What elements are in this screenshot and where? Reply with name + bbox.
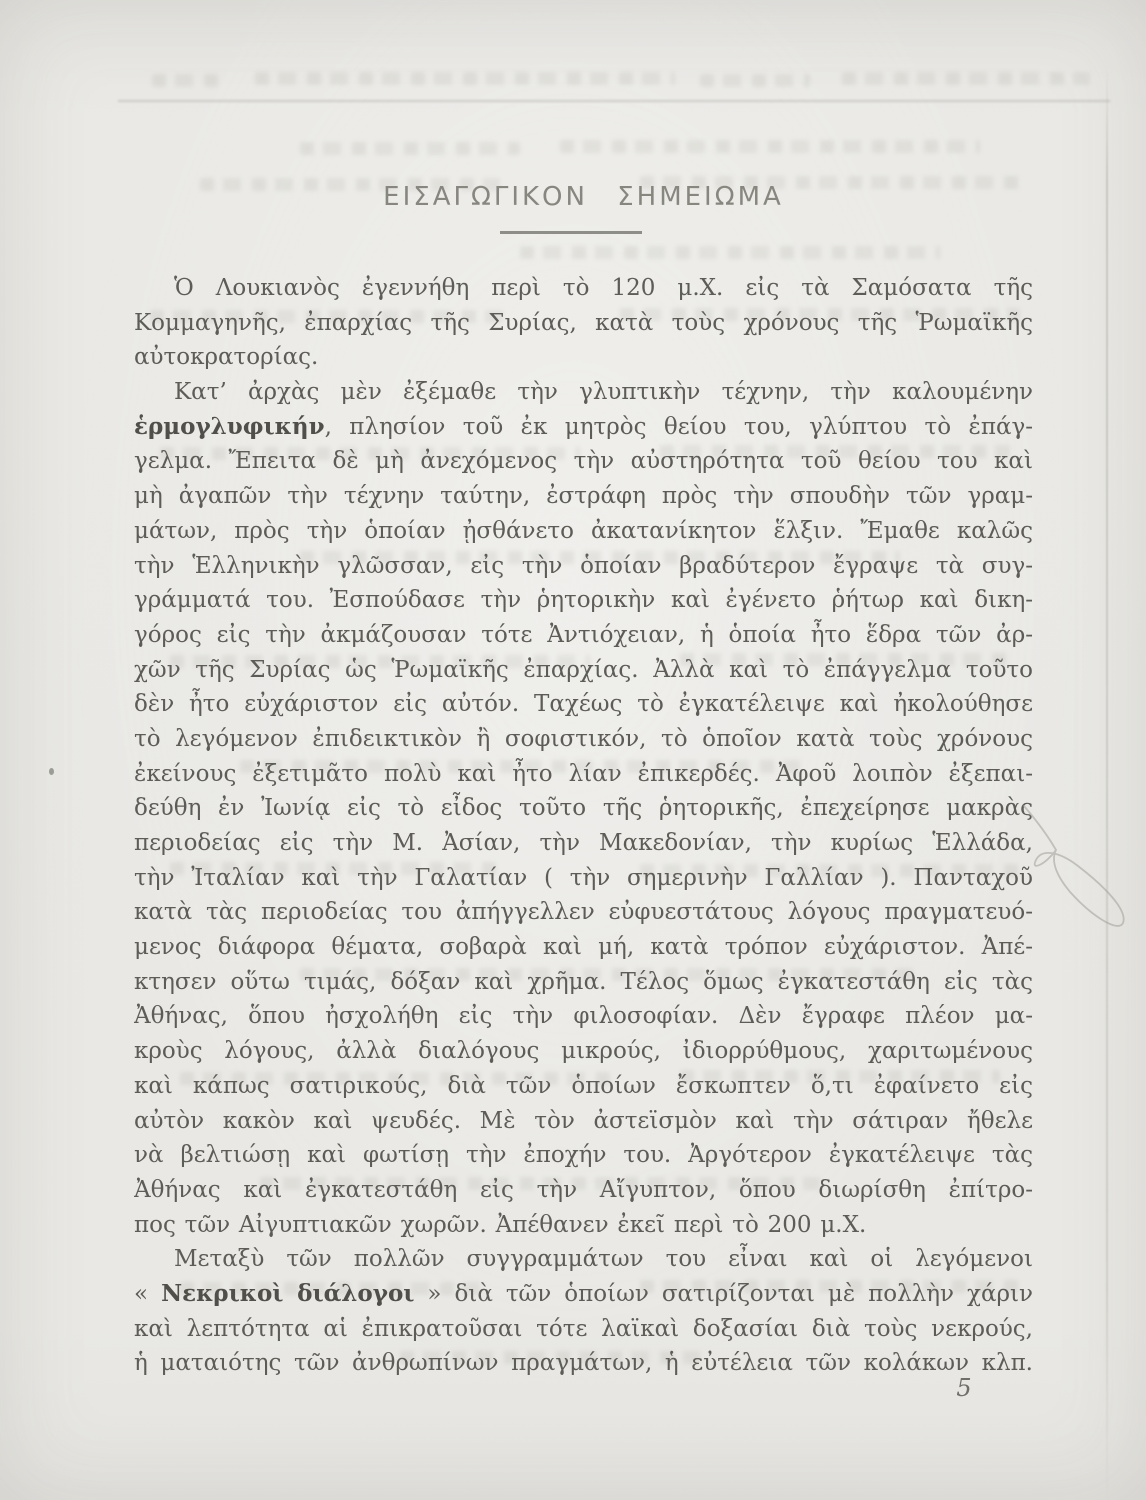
text-segment: Κατ’ ἀρχὰς μὲν ἐξέμαθε τὴν γλυπτικὴν τέχνην, τὴν καλουμένην xyxy=(174,379,1033,406)
text-segment: τὴν Ἰταλίαν καὶ τὴν Γαλατίαν ( τὴν σημερινὴν Γαλλίαν ). Πανταχοῦ xyxy=(134,864,1033,891)
text-line xyxy=(134,444,1033,479)
text-line xyxy=(134,1346,1033,1381)
text-line xyxy=(134,999,1033,1034)
text-line xyxy=(134,271,1033,306)
bleed-through-strip xyxy=(255,72,675,85)
text-segment: Ἀθήνας, ὅπου ἠσχολήθη εἰς τὴν φιλοσοφίαν. Δὲν ἔγραφε πλέον μα- xyxy=(134,1003,1033,1030)
text-segment: πος τῶν Αἰγυπτιακῶν χωρῶν. Ἀπέθανεν ἐκεῖ περὶ τὸ 200 μ.Χ. xyxy=(134,1211,867,1238)
text-segment: γόρος εἰς τὴν ἀκμάζουσαν τότε Ἀντιόχειαν, ἡ ὁποία ἦτο ἕδρα τῶν ἀρ- xyxy=(134,621,1033,648)
text-segment: ἐκείνους ἐξετιμᾶτο πολὺ καὶ ἦτο λίαν ἐπικερδές. Ἀφοῦ λοιπὸν ἐξεπαι- xyxy=(134,760,1033,787)
text-line xyxy=(134,340,1033,375)
text-segment: αὐτὸν κακὸν καὶ ψευδές. Μὲ τὸν ἀστεϊσμὸν καὶ τὴν σάτιραν ἤθελε xyxy=(134,1107,1033,1134)
ink-speck xyxy=(49,768,54,775)
text-segment: κατὰ τὰς περιοδείας του ἀπήγγελλεν εὐφυεστάτους λόγους πραγματευό- xyxy=(134,899,1033,926)
text-line xyxy=(134,1138,1033,1173)
text-segment: δὲν ἦτο εὐχάριστον εἰς αὐτόν. Ταχέως τὸ ἐγκατέλειψε καὶ ἠκολούθησε xyxy=(134,691,1033,718)
text-segment: τὴν Ἑλληνικὴν γλῶσσαν, εἰς τὴν ὁποίαν βραδύτερον ἔγραψε τὰ συγ- xyxy=(134,552,1033,579)
text-segment: ἡ ματαιότης τῶν ἀνθρωπίνων πραγμάτων, ἡ εὐτέλεια τῶν κολάκων κλπ. xyxy=(134,1350,1033,1377)
page-number: 5 xyxy=(956,1374,972,1402)
text-segment: καὶ κάπως σατιρικούς, διὰ τῶν ὁποίων ἔσκωπτεν ὅ,τι ἐφαίνετο εἰς xyxy=(134,1072,1033,1099)
text-line xyxy=(134,1069,1033,1104)
text-segment: , πλησίον τοῦ ἐκ μητρὸς θείου του, γλύπτου τὸ ἐπάγ- xyxy=(324,413,1033,440)
text-segment: γράμματά του. Ἐσπούδασε τὴν ῥητορικὴν καὶ ἐγένετο ῥήτωρ καὶ δικη- xyxy=(134,587,1033,614)
text-segment: Κομμαγηνῆς, ἐπαρχίας τῆς Συρίας, κατὰ τοὺς χρόνους τῆς Ῥωμαϊκῆς xyxy=(134,309,1033,336)
page-title: ΕΙΣΑΓΩΓΙΚΟΝ ΣΗΜΕΙΩΜΑ xyxy=(383,182,784,212)
text-line xyxy=(134,549,1033,584)
bold-text-segment: Νεκρικοὶ διάλογοι xyxy=(161,1279,415,1307)
text-line xyxy=(134,965,1033,1000)
text-line xyxy=(134,895,1033,930)
text-segment: κτησεν οὕτω τιμάς, δόξαν καὶ χρῆμα. Τέλος ὅμως ἐγκατεστάθη εἰς τὰς xyxy=(134,968,1033,995)
paragraph xyxy=(134,1242,1033,1381)
page-edge-shadow xyxy=(1106,66,1108,1500)
text-segment: » διὰ τῶν ὁποίων σατιρίζονται μὲ πολλὴν χάριν xyxy=(414,1280,1033,1307)
text-line xyxy=(134,861,1033,896)
text-segment: γελμα. Ἔπειτα δὲ μὴ ἀνεχόμενος τὴν αὐστηρότητα τοῦ θείου του καὶ xyxy=(134,448,1033,475)
text-line xyxy=(134,1312,1033,1347)
text-segment: καὶ λεπτότητα αἱ ἐπικρατοῦσαι τότε λαϊκαὶ δοξασίαι διὰ τοὺς νεκρούς, xyxy=(134,1315,1033,1342)
text-line xyxy=(134,930,1033,965)
text-line xyxy=(134,375,1033,410)
text-segment: μὴ ἀγαπῶν τὴν τέχνην ταύτην, ἐστράφη πρὸς τὴν σπουδὴν τῶν γραμ- xyxy=(134,483,1033,510)
text-line xyxy=(134,1104,1033,1139)
text-line xyxy=(134,1208,1033,1243)
text-segment: κροὺς λόγους, ἀλλὰ διαλόγους μικρούς, ἰδιορρύθμους, χαριτωμένους xyxy=(134,1038,1033,1065)
text-segment: Ἀθήνας καὶ ἐγκατεστάθη εἰς τὴν Αἴγυπτον, ὅπου διωρίσθη ἐπίτρο- xyxy=(134,1176,1033,1203)
bleed-through-strip xyxy=(560,140,980,153)
text-line xyxy=(134,791,1033,826)
text-segment: μάτων, πρὸς τὴν ὁποίαν ᾐσθάνετο ἀκατανίκητον ἕλξιν. Ἔμαθε καλῶς xyxy=(134,517,1033,544)
text-line xyxy=(134,653,1033,688)
text-segment: νὰ βελτιώσῃ καὶ φωτίσῃ τὴν ἐποχήν του. Ἀργότερον ἐγκατέλειψε τὰς xyxy=(134,1142,1033,1169)
text-line xyxy=(134,1277,1033,1312)
text-line xyxy=(134,1173,1033,1208)
text-line xyxy=(134,826,1033,861)
text-segment: « xyxy=(134,1280,162,1307)
text-segment: μενος διάφορα θέματα, σοβαρὰ καὶ μή, κατὰ τρόπον εὐχάριστον. Ἀπέ- xyxy=(134,934,1033,961)
text-segment: περιοδείας εἰς τὴν Μ. Ἀσίαν, τὴν Μακεδονίαν, τὴν κυρίως Ἑλλάδα, xyxy=(134,830,1033,856)
bleed-through-strip xyxy=(700,74,810,87)
text-line xyxy=(134,722,1033,757)
text-segment: χῶν τῆς Συρίας ὡς Ῥωμαϊκῆς ἐπαρχίας. Ἀλλὰ καὶ τὸ ἐπάγγελμα τοῦτο xyxy=(134,656,1033,683)
bleed-through-header-rule xyxy=(118,100,1110,102)
text-segment: αὐτοκρατορίας. xyxy=(134,344,319,371)
text-line xyxy=(134,306,1033,341)
paragraph xyxy=(134,375,1033,1242)
text-line xyxy=(134,1242,1033,1277)
paragraph xyxy=(134,271,1033,375)
bleed-through-strip xyxy=(842,72,1090,85)
bleed-through-strip xyxy=(520,246,940,259)
text-line xyxy=(134,514,1033,549)
text-line xyxy=(134,757,1033,792)
pencil-squiggle-mark xyxy=(1002,792,1146,944)
text-line xyxy=(134,479,1033,514)
bleed-through-strip xyxy=(152,74,222,87)
text-line xyxy=(134,583,1033,618)
text-line xyxy=(134,687,1033,722)
text-segment: Ὁ Λουκιανὸς ἐγεννήθη περὶ τὸ 120 μ.Χ. εἰς τὰ Σαμόσατα τῆς xyxy=(174,275,1033,301)
bold-text-segment: ἑρμογλυφικήν xyxy=(134,412,325,440)
text-line xyxy=(134,410,1033,445)
bleed-through-strip xyxy=(300,142,520,155)
text-segment: δεύθη ἐν Ἰωνίᾳ εἰς τὸ εἶδος τοῦτο τῆς ῥητορικῆς, ἐπεχείρησε μακρὰς xyxy=(134,795,1033,822)
text-line xyxy=(134,618,1033,653)
text-line xyxy=(134,1034,1033,1069)
text-segment: τὸ λεγόμενον ἐπιδεικτικὸν ἢ σοφιστικόν, τὸ ὁποῖον κατὰ τοὺς χρόνους xyxy=(134,725,1033,752)
body-text xyxy=(134,271,1033,1381)
text-segment: Μεταξὺ τῶν πολλῶν συγγραμμάτων του εἶναι καὶ οἱ λεγόμενοι xyxy=(174,1246,1033,1273)
title-rule xyxy=(500,231,642,234)
